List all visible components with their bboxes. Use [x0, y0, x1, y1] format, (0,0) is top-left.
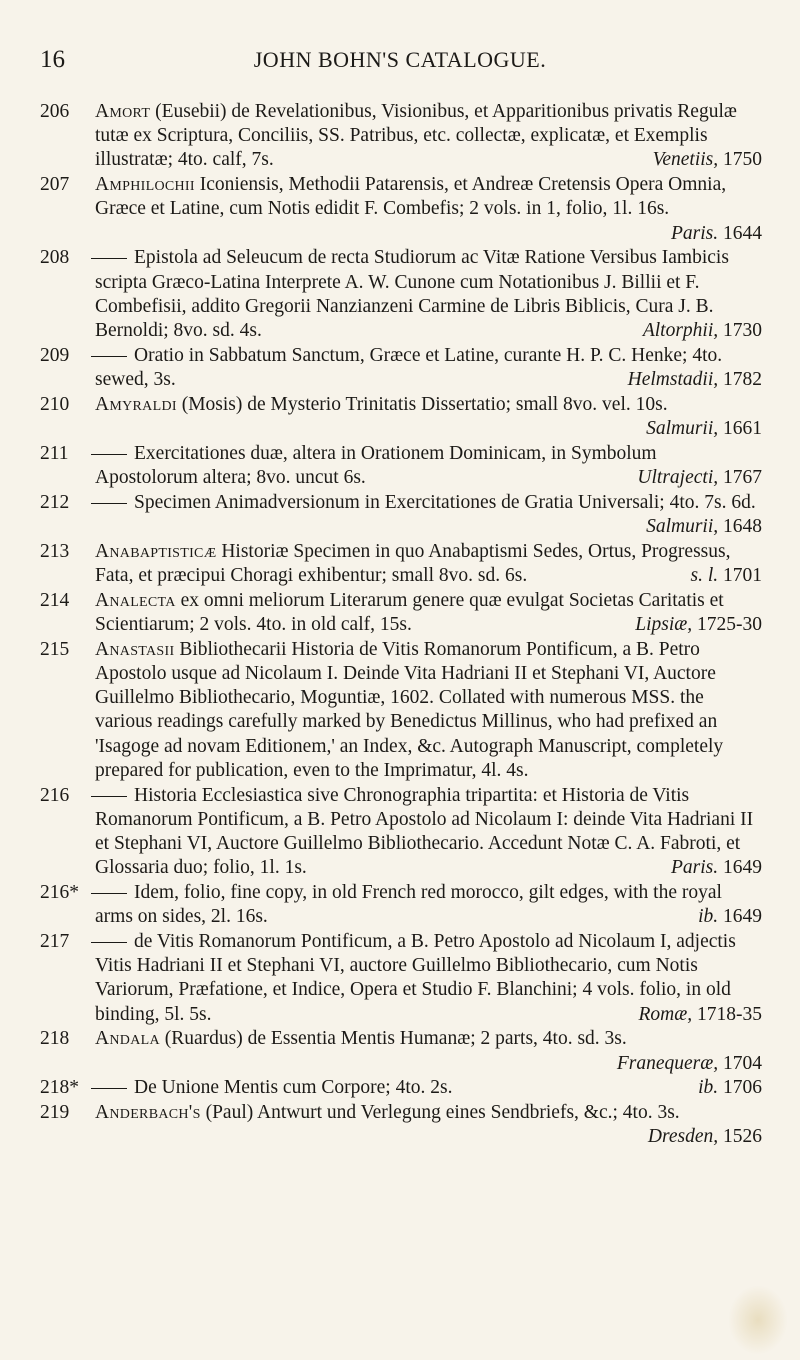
- entry-imprint: [627, 466, 762, 490]
- catalogue-entry: [40, 100, 762, 173]
- catalogue-entry: [40, 246, 762, 343]
- entry-place: ib.: [698, 1077, 719, 1099]
- entry-text: Specimen Animadversionum in Exercitationes de Gratia Universali; 4to. 7s. 6d.: [134, 491, 756, 513]
- entry-text: Exercitationes duæ, altera in Orationem Dominicam, in Symbolum Apostolorum altera; 8vo. uncut 6s.: [95, 442, 657, 489]
- catalogue-entry: [40, 1101, 762, 1149]
- entry-heading: Anastasii: [95, 638, 175, 660]
- entry-imprint: [636, 417, 762, 441]
- entry-imprint: [625, 613, 762, 637]
- entry-number: 217: [40, 931, 70, 953]
- entry-heading: Amphilochii: [95, 174, 195, 196]
- catalogue-entry: [40, 393, 762, 441]
- entry-heading: Anabaptisticæ: [95, 540, 217, 562]
- entry-place: Lipsiæ,: [635, 614, 693, 636]
- entry-place: s. l.: [690, 565, 719, 587]
- entry-number: 218*: [40, 1077, 79, 1099]
- entry-text: (Ruardus) de Essentia Mentis Humanæ; 2 parts, 4to. sd. 3s.: [164, 1028, 627, 1050]
- entry-number: 206: [40, 101, 70, 122]
- catalogue-entry: [40, 1076, 762, 1100]
- entry-heading: Amyraldi: [95, 393, 177, 415]
- entry-place: Altorphii,: [642, 320, 719, 342]
- ditto-dash: [91, 258, 127, 259]
- entry-number: 209: [40, 344, 70, 366]
- entry-text: Historiæ Specimen in quo Anabaptismi Sedes, Ortus, Progressus, Fata, et præcipui Choragi exhibentur; small 8vo. sd. 6s.: [95, 540, 731, 587]
- entry-imprint: [643, 148, 762, 172]
- running-title: JOHN BOHN'S CATALOGUE.: [253, 47, 547, 72]
- catalogue-entry: [40, 784, 762, 881]
- catalogue-entry: [40, 930, 762, 1027]
- entry-number: 218: [40, 1028, 70, 1050]
- entry-year: 1704: [723, 1052, 762, 1074]
- catalogue-entry: [40, 540, 762, 588]
- entry-text: ex omni meliorum Literarum genere quæ evulgat Societas Caritatis et Scientiarum; 2 vols. 4to. in old calf, 15s.: [95, 589, 724, 636]
- entry-imprint: [636, 515, 762, 539]
- entry-year: 1767: [723, 467, 762, 489]
- entry-imprint: [618, 368, 762, 392]
- entry-imprint: [688, 1076, 762, 1100]
- entry-imprint: [607, 1052, 762, 1076]
- entry-year: 1782: [723, 369, 762, 391]
- entry-place: Paris.: [670, 222, 719, 244]
- entry-text: De Unione Mentis cum Corpore; 4to. 2s.: [134, 1077, 453, 1099]
- entry-imprint: [633, 319, 762, 343]
- entry-year: 1649: [723, 857, 762, 879]
- entry-number: 208: [40, 247, 70, 269]
- ditto-dash: [91, 503, 127, 504]
- entry-year: 1648: [723, 516, 762, 538]
- page-number: 16: [40, 46, 65, 73]
- entry-number: 210: [40, 393, 70, 415]
- entry-number: 216: [40, 784, 70, 806]
- catalogue-entry: [40, 344, 762, 392]
- paper-stain: [728, 1285, 788, 1355]
- entry-number: 219: [40, 1102, 70, 1124]
- entry-text: (Paul) Antwurt und Verlegung eines Sendbriefs, &c.; 4to. 3s.: [205, 1102, 680, 1124]
- ditto-dash: [91, 893, 127, 894]
- entry-place: ib.: [698, 906, 719, 928]
- entry-imprint: [661, 856, 762, 880]
- ditto-dash: [91, 356, 127, 357]
- entry-place: Paris.: [670, 857, 719, 879]
- entry-year: 1718-35: [697, 1003, 762, 1025]
- ditto-dash: [91, 942, 127, 943]
- catalogue-entry: [40, 442, 762, 490]
- entry-text: (Mosis) de Mysterio Trinitatis Dissertatio; small 8vo. vel. 10s.: [181, 393, 668, 415]
- entry-place: Helmstadii,: [627, 369, 719, 391]
- entry-number: 216*: [40, 882, 79, 904]
- entry-heading: Analecta: [95, 589, 176, 611]
- entry-year: 1706: [723, 1077, 762, 1099]
- entry-text: Bibliothecarii Historia de Vitis Romanorum Pontificum, a B. Petro Apostolo usque ad Nicolaum I. Deinde Vita Hadriani II et Stephani VI, Auctore Guillelmo Bibliothecario, Moguntiæ, 1602. Collated with numerous MSS. the various readings carefully marked by Benedictus Millinus, who had prefixed an 'Isagoge ad novam Editionem,' an Index, &c. Autograph Manuscript, completely prepared for publication, even to the Imprimatur, 4l. 4s.: [95, 638, 724, 781]
- entry-text: Iconiensis, Methodii Patarensis, et Andreæ Cretensis Opera Omnia, Græce et Latine, cum Notis edidit F. Combefis; 2 vols. in 1, folio, 1l. 16s.: [95, 174, 727, 220]
- page-header: [40, 46, 760, 86]
- entry-place: Dresden,: [647, 1126, 719, 1148]
- entry-year: 1730: [723, 320, 762, 342]
- entry-number: 214: [40, 589, 70, 611]
- catalogue-entry: [40, 638, 762, 783]
- entry-year: 1701: [723, 565, 762, 587]
- catalogue-entry: [40, 173, 762, 246]
- ditto-dash: [91, 454, 127, 455]
- entry-number: 211: [40, 442, 69, 464]
- entry-place: Franequeræ,: [616, 1052, 719, 1074]
- entry-year: 1644: [723, 222, 762, 244]
- entry-imprint: [680, 564, 762, 588]
- entry-text: Oratio in Sabbatum Sanctum, Græce et Latine, curante H. P. C. Henke; 4to. sewed, 3s.: [95, 344, 723, 391]
- entry-place: Salmurii,: [646, 516, 719, 538]
- entry-number: 212: [40, 491, 70, 513]
- entry-heading: Andala: [95, 1028, 160, 1050]
- entry-text: Epistola ad Seleucum de recta Studiorum ac Vitæ Ratione Versibus Iambicis scripta Græco-Latina Interprete A. W. Cunone cum Notationibus J. Billii et F. Combefisii, addito Gregorii Nanzianzeni Carmine de Libris Biblicis, Cura J. B. Bernoldi; 8vo. sd. 4s.: [95, 247, 729, 342]
- entry-text: Idem, folio, fine copy, in old French red morocco, gilt edges, with the royal arms on sides, 2l. 16s.: [95, 882, 722, 928]
- entry-year: 1526: [723, 1126, 762, 1148]
- entry-place: Romæ,: [638, 1003, 693, 1025]
- ditto-dash: [91, 796, 127, 797]
- entry-place: Venetiis,: [652, 149, 719, 171]
- entry-year: 1649: [723, 906, 762, 928]
- entry-year: 1725-30: [697, 614, 762, 636]
- entry-imprint: [629, 1003, 763, 1027]
- entry-number: 215: [40, 638, 70, 660]
- entry-place: Salmurii,: [646, 418, 719, 440]
- entry-text: Historia Ecclesiastica sive Chronographia tripartita: et Historia de Vitis Romanorum Pontificum, a B. Petro Apostolo ad Nicolaum I: deinde Vita Hadriani II et Stephani VI, Auctore Guillelmo Bibliothecario. Accedunt Notæ C. A. Fabroti, et Glossaria duo; folio, 1l. 1s.: [95, 784, 754, 879]
- entry-imprint: [688, 905, 762, 929]
- entry-text: (Eusebii) de Revelationibus, Visionibus, et Apparitionibus privatis Regulæ tutæ ex Scriptura, Conciliis, SS. Patribus, etc. collectæ, explicatæ, et Exemplis illustratæ; 4to. calf, 7s.: [95, 101, 737, 171]
- ditto-dash: [91, 1088, 127, 1089]
- entry-year: 1661: [723, 418, 762, 440]
- entry-year: 1750: [723, 149, 762, 171]
- catalogue-entry: [40, 491, 762, 539]
- catalogue-entry: [40, 589, 762, 637]
- entry-imprint: [661, 222, 762, 246]
- entry-text: de Vitis Romanorum Pontificum, a B. Petro Apostolo ad Nicolaum I, adjectis Vitis Hadriani II et Stephani VI, auctore Guillelmo Bibliothecario, cum Notis Variorum, Præfatione, et Indice, Opera et Studio F. Blanchini; 4 vols. folio, in old binding, 5l. 5s.: [95, 931, 736, 1025]
- entry-imprint: [638, 1125, 762, 1149]
- entry-place: Ultrajecti,: [637, 467, 719, 489]
- entry-number: 207: [40, 174, 70, 196]
- entry-heading: Anderbach's: [95, 1102, 201, 1124]
- entry-number: 213: [40, 540, 70, 562]
- catalogue-entry: [40, 881, 762, 929]
- catalogue-entries: [40, 100, 762, 1150]
- entry-heading: Amort: [95, 101, 151, 122]
- catalogue-entry: [40, 1027, 762, 1075]
